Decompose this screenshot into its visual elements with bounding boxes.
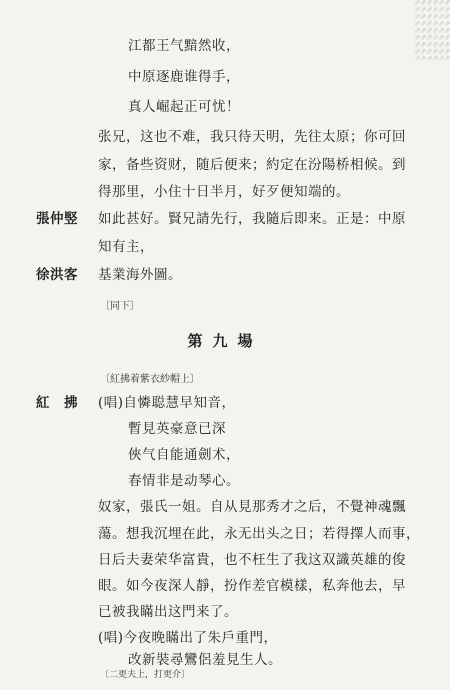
dialogue-line: 得那里，小住十日半月，好歹便知端的。 (98, 184, 350, 200)
song-line: 暫見英豪意已深 (128, 421, 226, 437)
dialogue-line: 眼。如今夜深人靜，扮作差官模樣，私奔他去，早 (98, 578, 406, 594)
dialogue-line: 奴家，張氏一姐。自从見那秀才之后，不覺神魂飄 (98, 499, 406, 515)
dialogue-line: 知有主， (98, 239, 154, 255)
dialogue-line: 家，备些资财，随后便来；約定在汾陽桥相候。到 (98, 157, 406, 173)
verse-line: 真人崛起正可忧！ (128, 99, 240, 115)
verse-line: 中原逐鹿谁得手， (128, 69, 240, 85)
verse-line: 江都王气黯然收， (128, 38, 240, 54)
song-line: (唱)今夜晚瞞出了朱戶重門， (98, 630, 278, 646)
dialogue-line: 已被我瞞出这門来了。 (98, 604, 238, 620)
song-line: 改新裝尋鸞侶羞見生人。 (128, 652, 282, 668)
dialogue-line: 如此甚好。賢兄請先行，我隨后即来。正是：中原 (98, 211, 406, 227)
speaker-name: 徐洪客 (36, 267, 78, 283)
dialogue-line: 日后夫妻荣华富貴，也不枉生了我这双識英雄的俊 (98, 552, 406, 568)
stage-direction: 〔同下〕 (100, 301, 140, 312)
stage-direction: 〔二更夫上，打更介〕 (100, 670, 191, 680)
dialogue-line: 蕩。想我沉埋在此，永无出头之日；若得擇人而事， (98, 526, 420, 542)
song-line: (唱)自憐聪慧早知音， (98, 395, 236, 411)
speaker-name: 紅 拂 (36, 395, 78, 411)
scene-title: 第九場 (187, 332, 263, 350)
song-line: 春情非是动琴心。 (128, 473, 240, 489)
song-line: 俠气自能通劍术， (128, 447, 240, 463)
scan-speckle (414, 0, 450, 60)
stage-direction: 〔紅拂着紫衣紗帽上〕 (100, 374, 200, 385)
dialogue-line: 基業海外圖。 (98, 267, 182, 283)
speaker-name: 張仲竪 (36, 211, 78, 227)
dialogue-line: 张兄，这也不难，我只待天明，先往太原；你可回 (98, 129, 406, 145)
